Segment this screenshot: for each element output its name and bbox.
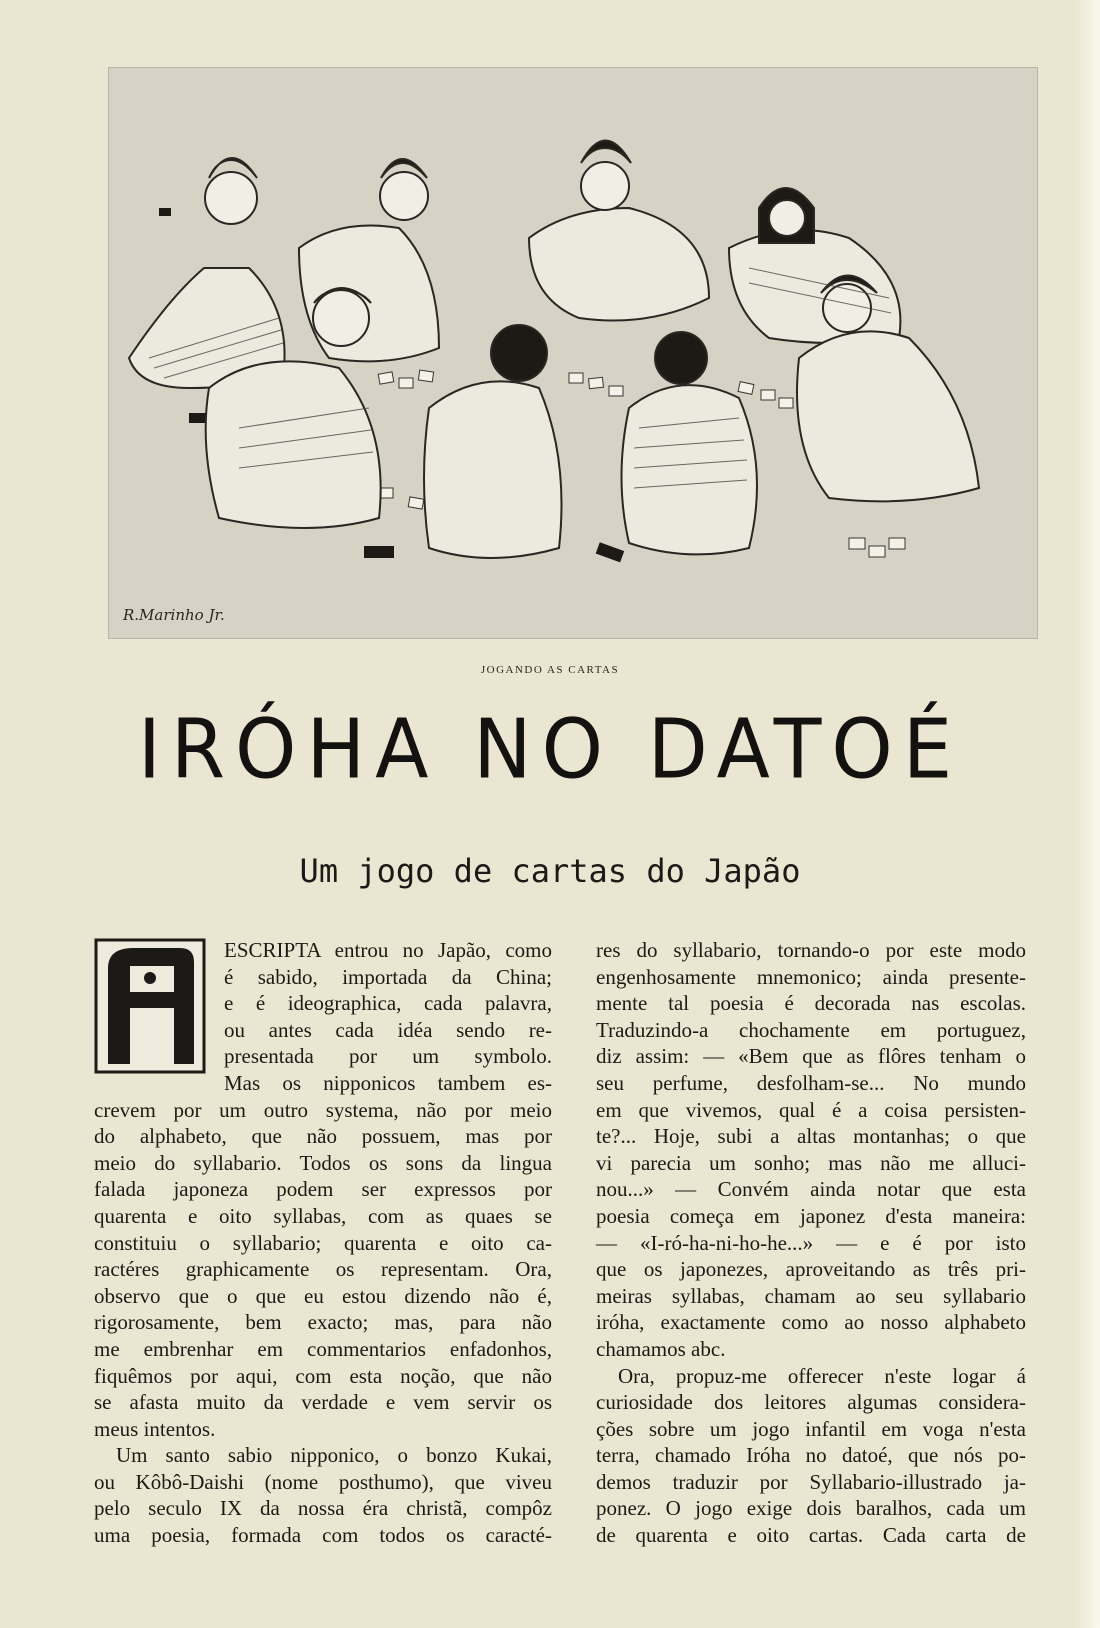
text-line: poesia começa em japonez d'esta maneira:	[596, 1203, 1026, 1228]
text-line: ractéres graphicamente os representam. Ora,	[94, 1257, 552, 1282]
text-line: curiosidade dos leitores algumas considera-	[596, 1390, 1026, 1415]
text-line: do alphabeto, que não possuem, mas por	[94, 1124, 552, 1149]
text-line: uma poesia, formada com todos os caracté-	[94, 1523, 552, 1548]
text-line: te?... Hoje, subi a altas montanhas; o que	[596, 1124, 1026, 1149]
text-column-right	[596, 937, 1026, 1549]
text-line: constituiu o syllabario; quarenta e oito ca-	[94, 1230, 552, 1255]
text-line: em que vivemos, qual é a coisa persisten-	[596, 1097, 1026, 1122]
text-line: que os japonezes, aproveitando as três pri-	[596, 1257, 1026, 1282]
text-line: demos traduzir por Syllabario-illustrado ja-	[596, 1469, 1026, 1494]
text-line: mente tal poesia é decorada nas escolas.	[596, 991, 1026, 1016]
text-line: falada japoneza podem ser expressos por	[94, 1177, 552, 1202]
illustration-caption: JOGANDO AS CARTAS	[480, 664, 620, 676]
text-line: meio do syllabario. Todos os sons da lingua	[94, 1150, 552, 1175]
text-line: ou antes cada idéa sendo re-	[224, 1017, 552, 1042]
illustration-drawing	[109, 68, 1037, 638]
text-line: nou...» — Convém ainda notar que esta	[596, 1177, 1026, 1202]
text-line: Mas os nipponicos tambem es-	[224, 1070, 552, 1095]
text-line: chamamos abc.	[596, 1336, 726, 1361]
text-line: — «I-ró-ha-ni-ho-he...» — e é por isto	[596, 1230, 1026, 1255]
text-column-left	[94, 937, 552, 1549]
text-line: presentada por um symbolo.	[224, 1044, 552, 1069]
text-line: fiquêmos por aqui, com esta noção, que não	[94, 1363, 552, 1388]
article-subtitle: Um jogo de cartas do Japão	[299, 852, 801, 890]
text-line: meus intentos.	[94, 1416, 216, 1441]
article-title: IRÓHA NO DATOÉ	[137, 702, 963, 798]
text-line: e é ideographica, cada palavra,	[224, 991, 552, 1016]
text-line: ESCRIPTA entrou no Japão, como	[224, 938, 552, 962]
text-line: pelo seculo IX da nossa éra christã, compôz	[94, 1496, 552, 1521]
text-line: vi parecia um sonho; mas não me alluci-	[596, 1150, 1026, 1175]
text-line: é sabido, importada da China;	[224, 964, 552, 989]
illustration-children-playing-cards	[108, 67, 1038, 639]
text-line: meiras syllabas, chamam ao seu syllabario	[596, 1283, 1026, 1308]
text-line: ponez. O jogo exige dois baralhos, cada um	[596, 1496, 1026, 1521]
text-line: de quarenta e oito cartas. Cada carta de	[596, 1523, 1026, 1548]
text-line: Traduzindo-a chochamente em portuguez,	[596, 1017, 1026, 1042]
page-edge	[1074, 0, 1100, 1628]
text-line: ou Kôbô-Daishi (nome posthumo), que viveu	[94, 1469, 552, 1494]
text-line: seu perfume, desfolham-se... No mundo	[596, 1070, 1026, 1095]
text-line: quarenta e oito syllabas, com as quaes se	[94, 1203, 552, 1228]
text-line: engenhosamente mnemonico; ainda presente-	[596, 964, 1026, 989]
text-line: iróha, exactamente como ao nosso alphabeto	[596, 1310, 1026, 1335]
text-line: res do syllabario, tornando-o por este modo	[596, 938, 1026, 962]
text-line: crevem por um outro systema, não por meio	[94, 1097, 552, 1122]
text-line: se afasta muito da verdade e vem servir os	[94, 1390, 552, 1415]
text-line: me embrenhar em commentarios enfadonhos,	[94, 1336, 552, 1361]
text-line: diz assim: — «Bem que as flôres tenham o	[596, 1044, 1026, 1069]
artist-signature: R.Marinho Jr.	[123, 606, 225, 624]
text-line: Ora, propuz-me offerecer n'este logar á	[618, 1363, 1026, 1388]
text-line: rigorosamente, bem exacto; mas, para não	[94, 1310, 552, 1335]
text-line: ções sobre um jogo infantil em voga n'esta	[596, 1416, 1026, 1441]
text-line: observo que o que eu estou dizendo não é,	[94, 1283, 552, 1308]
dropcap-letter: A	[100, 1072, 101, 1073]
text-line: Um santo sabio nipponico, o bonzo Kukai,	[116, 1443, 552, 1468]
text-line: terra, chamado Iróha no datoé, que nós po-	[596, 1443, 1026, 1468]
